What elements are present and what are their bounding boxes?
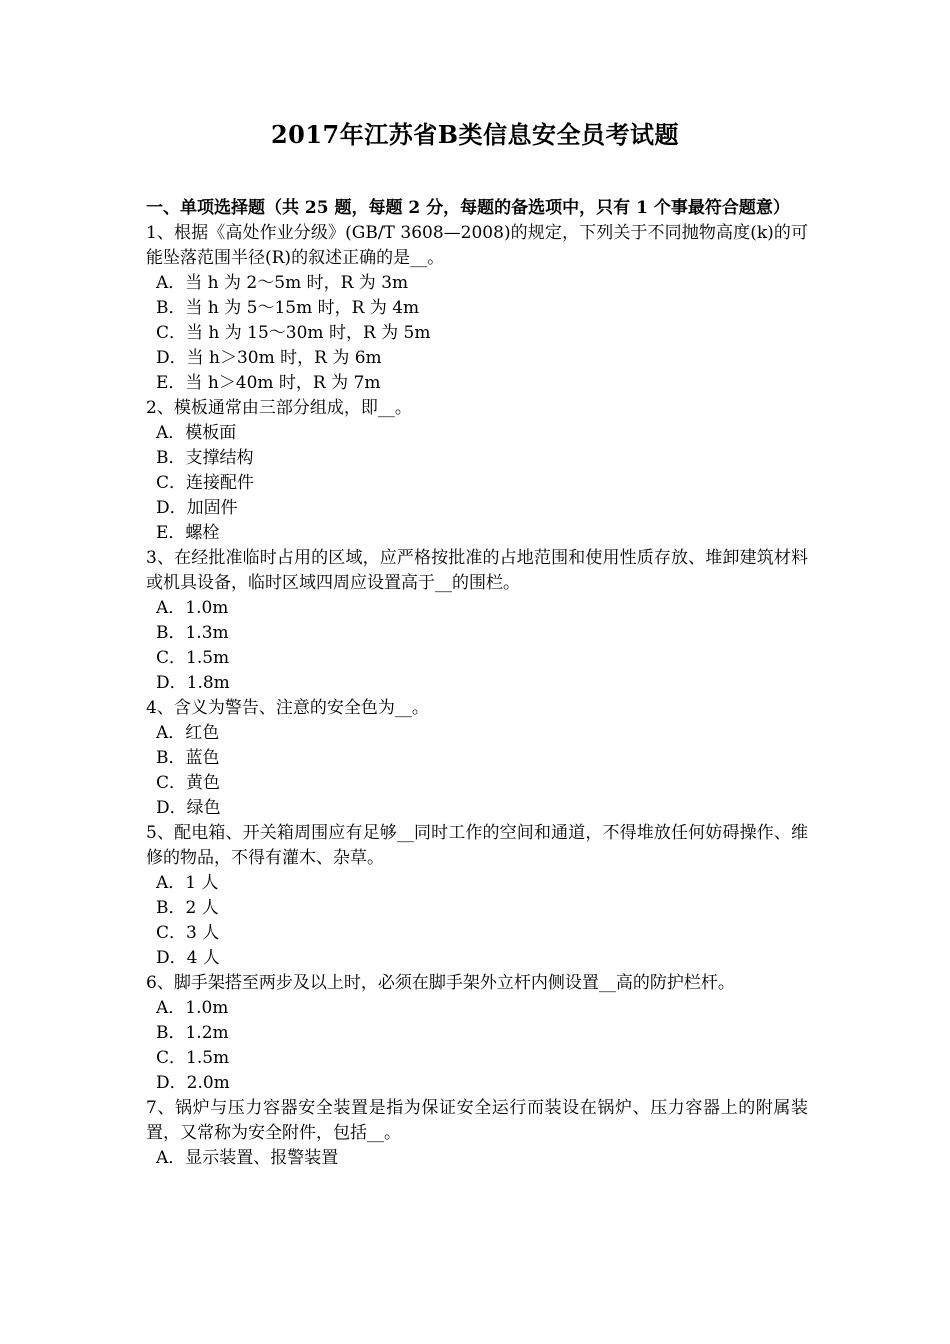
question-4 bbox=[146, 696, 808, 821]
option-d: D．4 人 bbox=[156, 948, 220, 968]
question-stem: 4、含义为警告、注意的安全色为__。 bbox=[146, 698, 429, 718]
option-d: D．加固件 bbox=[156, 498, 238, 518]
option-a: A．显示装置、报警装置 bbox=[156, 1148, 339, 1168]
page-title: 2017年江苏省B类信息安全员考试题 bbox=[270, 120, 680, 149]
question-5 bbox=[146, 821, 808, 971]
option-e: E．螺栓 bbox=[156, 523, 220, 543]
option-a: A．1.0m bbox=[156, 998, 229, 1018]
question-stem: 6、脚手架搭至两步及以上时，必须在脚手架外立杆内侧设置__高的防护栏杆。 bbox=[146, 973, 735, 993]
question-2 bbox=[146, 396, 808, 546]
option-d: D．绿色 bbox=[156, 798, 221, 818]
question-stem: 3、在经批准临时占用的区域，应严格按批准的占地范围和使用性质存放、堆卸建筑材料或机具设备，临时区域四周应设置高于__的围栏。 bbox=[146, 548, 808, 593]
option-a: A．模板面 bbox=[156, 423, 237, 443]
question-stem: 5、配电箱、开关箱周围应有足够__同时工作的空间和通道，不得堆放任何妨碍操作、维修的物品，不得有灌木、杂草。 bbox=[146, 823, 808, 868]
option-b: B．蓝色 bbox=[156, 748, 220, 768]
exam-content bbox=[146, 196, 808, 1171]
question-3 bbox=[146, 546, 808, 696]
question-7 bbox=[146, 1096, 808, 1171]
option-b: B．当 h 为 5～15m 时，R 为 4m bbox=[156, 298, 420, 318]
option-c: C．3 人 bbox=[156, 923, 220, 943]
option-b: B．2 人 bbox=[156, 898, 219, 918]
option-c: C．连接配件 bbox=[156, 473, 255, 493]
question-stem: 7、锅炉与压力容器安全装置是指为保证安全运行而装设在锅炉、压力容器上的附属装置，又常称为安全附件，包括__。 bbox=[146, 1098, 808, 1143]
option-d: D．1.8m bbox=[156, 673, 230, 693]
option-b: B．1.3m bbox=[156, 623, 229, 643]
question-stem: 2、模板通常由三部分组成，即__。 bbox=[146, 398, 412, 418]
option-e: E．当 h＞40m 时，R 为 7m bbox=[156, 373, 381, 393]
option-c: C．1.5m bbox=[156, 1048, 230, 1068]
option-a: A．1 人 bbox=[156, 873, 219, 893]
option-a: A．1.0m bbox=[156, 598, 229, 618]
option-a: A．红色 bbox=[156, 723, 220, 743]
question-1 bbox=[146, 221, 808, 396]
option-c: C．1.5m bbox=[156, 648, 230, 668]
section-heading: 一、单项选择题（共 25 题，每题 2 分，每题的备选项中，只有 1 个事最符合题意） bbox=[146, 198, 790, 218]
option-d: D．2.0m bbox=[156, 1073, 230, 1093]
option-a: A．当 h 为 2～5m 时，R 为 3m bbox=[156, 273, 409, 293]
option-b: B．1.2m bbox=[156, 1023, 229, 1043]
option-c: C．当 h 为 15～30m 时，R 为 5m bbox=[156, 323, 431, 343]
option-d: D．当 h＞30m 时，R 为 6m bbox=[156, 348, 382, 368]
option-b: B．支撑结构 bbox=[156, 448, 254, 468]
option-c: C．黄色 bbox=[156, 773, 221, 793]
question-6 bbox=[146, 971, 808, 1096]
question-stem: 1、根据《高处作业分级》(GB/T 3608—2008)的规定，下列关于不同抛物高度(k)的可能坠落范围半径(R)的叙述正确的是__。 bbox=[146, 223, 808, 268]
